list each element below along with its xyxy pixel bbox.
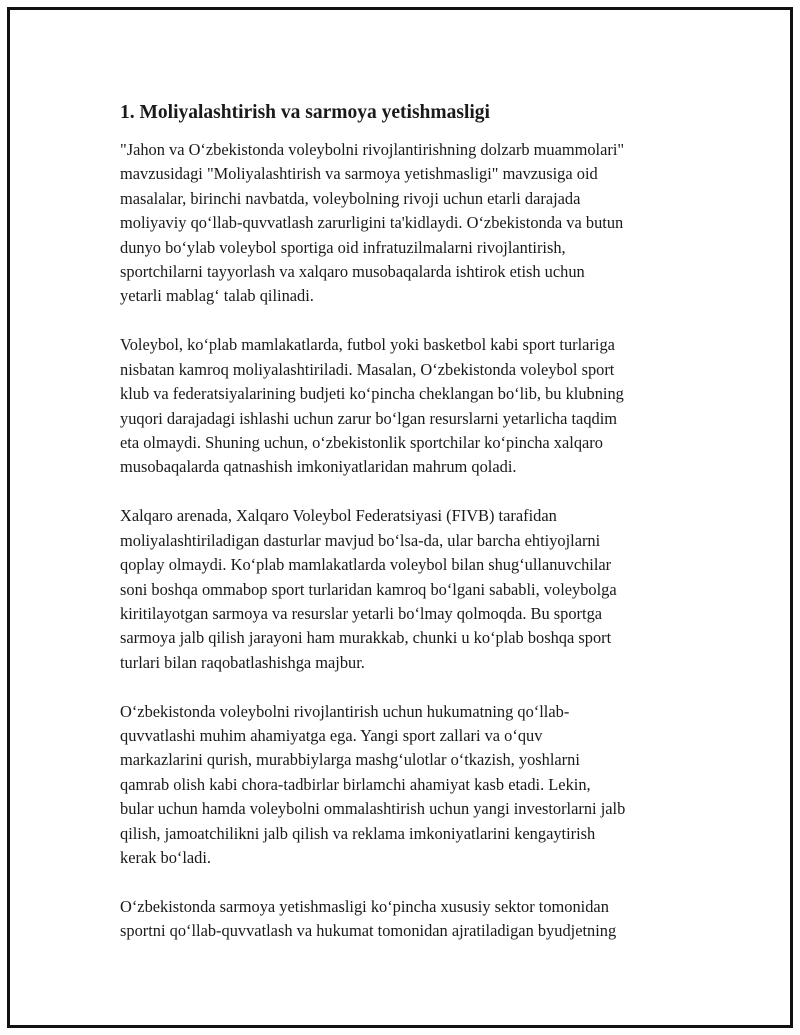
text-line: dunyo bo‘ylab voleybol sportiga oid infratuzilmalarni rivojlantirish, [120,237,566,257]
text-line: yuqori darajadagi ishlashi uchun zarur bo‘lgan resurslarni yetarlicha taqdim [120,408,618,428]
text-line: nisbatan kamroq moliyalashtiriladi. Masalan, O‘zbekistonda voleybol sport [120,359,615,379]
text-line: qilish, jamoatchilikni jalb qilish va reklama imkoniyatlarini kengaytirish [120,823,596,843]
text-line: sportchilarni tayyorlash va xalqaro musobaqalarda ishtirok etish uchun [120,262,585,282]
text-line: yetarli mablag‘ talab qilinadi. [120,286,314,306]
text-line: O‘zbekistonda sarmoya yetishmasligi ko‘pincha xususiy sektor tomonidan [120,896,609,916]
text-line: moliyalashtiriladigan dasturlar mavjud bo‘lsa-da, ular barcha ehtiyojlarni [120,530,601,550]
text-line: masalalar, birinchi navbatda, voleybolning rivoji uchun etarli darajada [120,188,581,208]
section-heading: 1. Moliyalashtirish va sarmoya yetishmasligi [120,102,490,123]
text-line: turlari bilan raqobatlashishga majbur. [120,652,365,672]
text-line: klub va federatsiyalarining budjeti ko‘pincha cheklangan bo‘lib, bu klubning [120,384,624,404]
paragraph-1 [120,138,700,309]
paragraph-4 [120,700,700,871]
paragraph-2 [120,333,700,479]
document-body [120,100,700,968]
text-line: mavzusidagi "Moliyalashtirish va sarmoya yetishmasligi" mavzusiga oid [120,164,598,184]
text-line: sarmoya jalb qilish jarayoni ham murakkab, chunki u ko‘plab boshqa sport [120,628,612,648]
text-line: markazlarini qurish, murabbiylarga mashg‘ulotlar o‘tkazish, yoshlarni [120,750,580,770]
text-line: Voleybol, ko‘plab mamlakatlarda, futbol yoki basketbol kabi sport turlariga [120,335,615,355]
text-line: "Jahon va O‘zbekistonda voleybolni rivojlantirishning dolzarb muammolari" [120,140,625,159]
text-line: soni boshqa ommabop sport turlaridan kamroq bo‘lgani sababli, voleybolga [120,579,617,599]
paragraph-3 [120,504,700,675]
text-line: kiritilayotgan sarmoya va resurslar yetarli bo‘lmay qolmoqda. Bu sportga [120,603,603,623]
text-line: quvvatlashi muhim ahamiyatga ega. Yangi sport zallari va o‘quv [120,726,543,746]
text-line: O‘zbekistonda voleybolni rivojlantirish uchun hukumatning qo‘llab- [120,701,570,721]
text-line: qoplay olmaydi. Ko‘plab mamlakatlarda voleybol bilan shug‘ullanuvchilar [120,555,612,575]
text-line: qamrab olish kabi chora-tadbirlar birlamchi ahamiyat kasb etadi. Lekin, [120,774,591,794]
page-frame [7,7,793,1028]
paragraph-5 [120,895,700,944]
text-line: sportni qo‘llab-quvvatlash va hukumat tomonidan ajratiladigan byudjetning [120,921,617,941]
text-line: eta olmaydi. Shuning uchun, o‘zbekistonlik sportchilar ko‘pincha xalqaro [120,432,603,452]
text-line: musobaqalarda qatnashish imkoniyatlaridan mahrum qoladi. [120,457,517,477]
text-line: Xalqaro arenada, Xalqaro Voleybol Federatsiyasi (FIVB) tarafidan [120,506,557,526]
text-line: kerak bo‘ladi. [120,848,212,868]
text-line: moliyaviy qo‘llab-quvvatlash zarurligini ta'kidlaydi. O‘zbekistonda va butun [120,213,624,233]
text-line: bular uchun hamda voleybolni ommalashtirish uchun yangi investorlarni jalb [120,799,626,819]
